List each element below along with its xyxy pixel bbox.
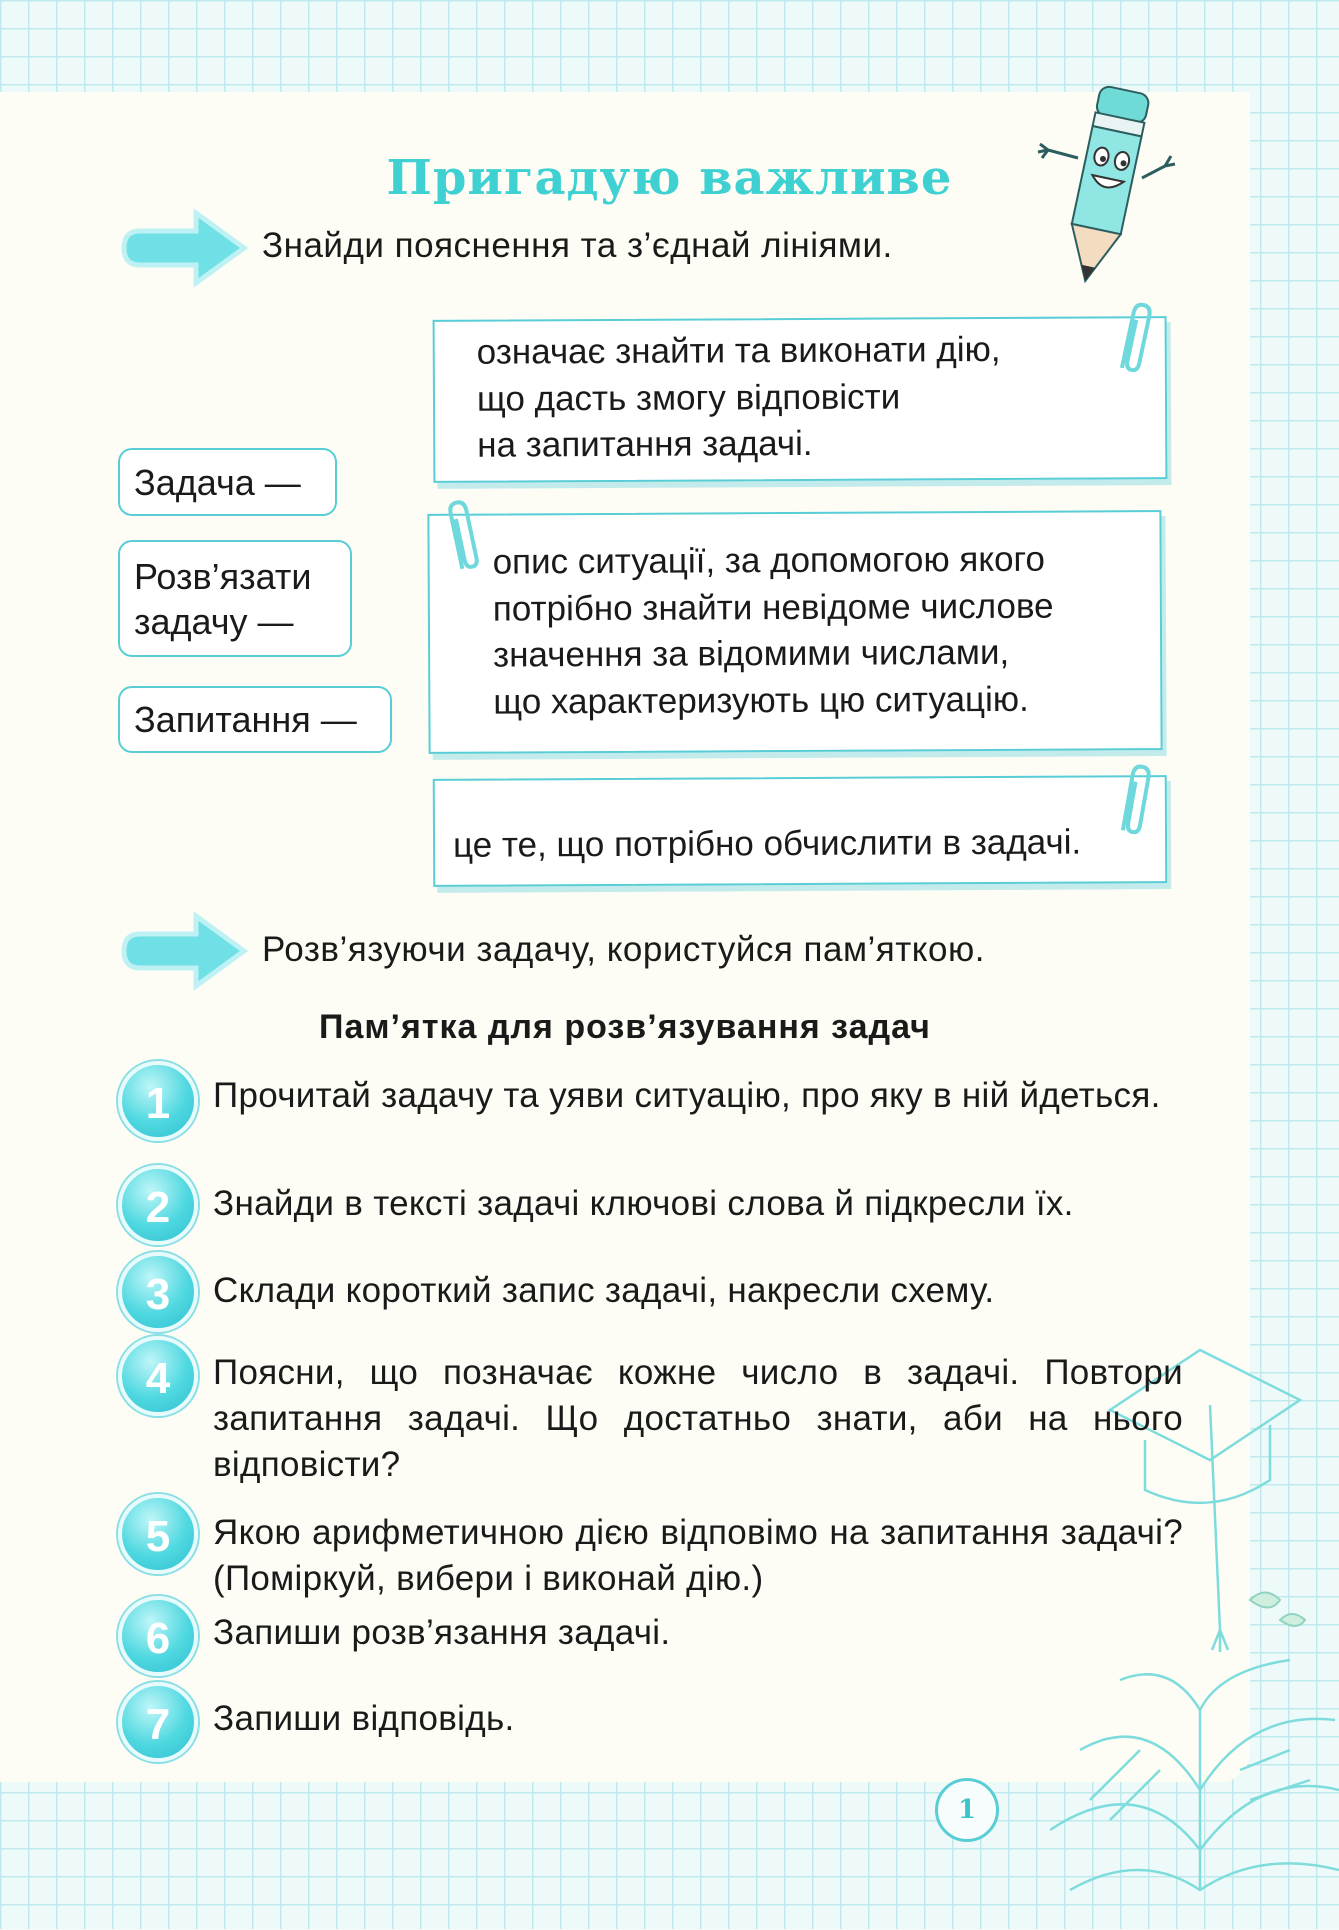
instruction-text: Розв’язуючи задачу, користуйся пам’яткою. [262, 930, 985, 969]
term-task[interactable]: Задача — [118, 448, 337, 516]
definition-line: що характеризують цю ситуацію. [493, 679, 1029, 722]
memo-step [118, 1252, 1188, 1342]
paperclip-icon [446, 498, 480, 578]
step-text: Поясни, що позначає кожне число в задачі. Повтори запитання задачі. Що достатньо знати, аби на нього відповісти? [213, 1353, 1183, 1484]
definition-line: опис ситуації, за допомогою якого [492, 539, 1046, 582]
step-text: Якою арифметичною дією відповімо на запитання задачі? (Поміркуй, вибери і виконай дію.) [213, 1513, 1183, 1598]
term-solve-task-line1: Розв’язати [134, 555, 312, 597]
arrow-bullet-icon [118, 205, 250, 291]
definition-box-task[interactable] [427, 510, 1162, 754]
definition-box-solve[interactable] [433, 316, 1168, 483]
memo-step [118, 1061, 1188, 1161]
step-number-badge: 7 [118, 1682, 198, 1762]
paperclip-icon [1118, 300, 1152, 380]
step-text: Знайди в тексті задачі ключові слова й підкресли їх. [213, 1184, 1074, 1223]
definition-line: потрібно знайти невідоме числове [492, 586, 1054, 629]
step-number-badge: 2 [118, 1165, 198, 1245]
step-number-badge: 5 [118, 1494, 198, 1574]
step-text: Прочитай задачу та уяви ситуацію, про яку в ній йдеться. [213, 1076, 1161, 1115]
step-text: Склади короткий запис задачі, накресли схему. [213, 1271, 995, 1310]
step-number-badge: 6 [118, 1596, 198, 1676]
term-solve-task-line2: задачу — [134, 600, 294, 642]
memo-step [118, 1682, 1188, 1772]
step-number-badge: 4 [118, 1336, 198, 1416]
paperclip-icon [1118, 762, 1152, 842]
memo-step [118, 1494, 1188, 1598]
step-number-badge: 3 [118, 1252, 198, 1332]
definition-line: на запитання задачі. [477, 424, 813, 465]
memo-step [118, 1596, 1188, 1686]
term-solve-task[interactable] [118, 540, 352, 657]
page-number: 1 [935, 1778, 999, 1842]
memo-title: Пам’ятка для розв’язування задач [319, 1008, 931, 1046]
step-text: Запиши відповідь. [213, 1699, 515, 1738]
term-question[interactable]: Запитання — [118, 686, 392, 753]
definition-line: що дасть змогу відповісти [476, 377, 901, 419]
pencil-mascot-icon [1030, 78, 1180, 298]
memo-step [118, 1165, 1188, 1255]
instruction-text: Знайди пояснення та з’єднай лініями. [262, 226, 893, 265]
memo-step [118, 1336, 1188, 1486]
definition-line: значення за відомими числами, [493, 632, 1010, 675]
step-text: Запиши розв’язання задачі. [213, 1613, 671, 1652]
definition-box-question[interactable] [433, 775, 1168, 887]
arrow-bullet-icon [118, 908, 250, 994]
page-title: Пригадую важливе [386, 150, 953, 206]
definition-line: означає знайти та виконати дію, [476, 329, 1001, 372]
step-number-badge: 1 [118, 1061, 198, 1141]
definition-line: це те, що потрібно обчислити в задачі. [452, 822, 1082, 865]
